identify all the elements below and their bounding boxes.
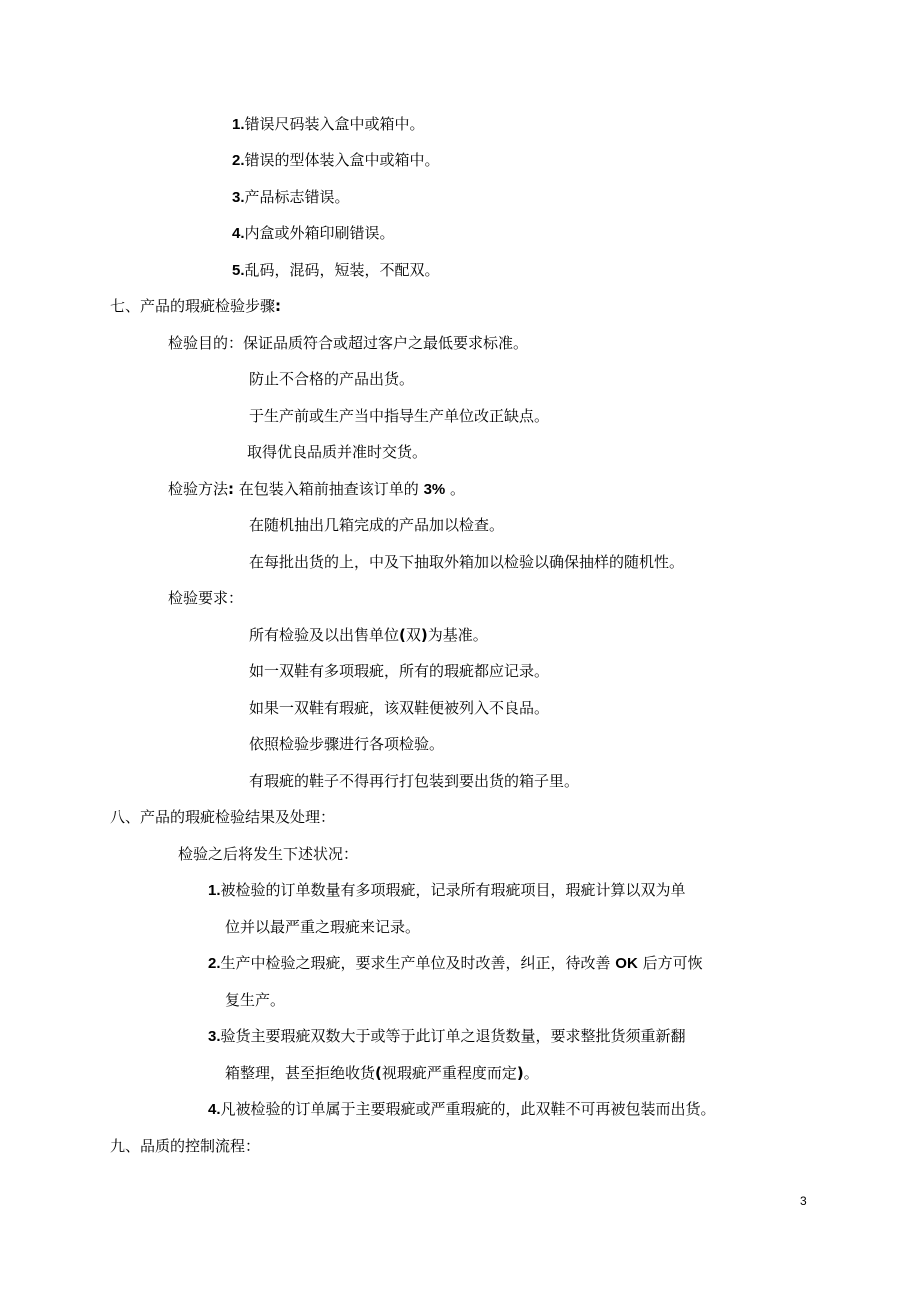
list-item xyxy=(232,260,440,280)
requirement-line xyxy=(249,625,488,645)
section-9-heading: 九、品质的控制流程： xyxy=(110,1137,261,1155)
paren-close: ) xyxy=(516,1064,524,1082)
list-number: 4. xyxy=(232,225,245,242)
method-end: 。 xyxy=(445,480,466,498)
heading-text: 七、产品的瑕疵检验步骤 xyxy=(110,297,276,315)
list-item xyxy=(232,223,395,243)
list-text: 乱码，混码，短装，不配双。 xyxy=(244,261,440,279)
result-text: 凡被检验的订单属于主要瑕疵或严重瑕疵的，此双鞋不可再被包装而出货。 xyxy=(220,1100,716,1118)
list-number: 5. xyxy=(232,262,245,279)
method-line: 在随机抽出几箱完成的产品加以检查。 xyxy=(249,516,505,534)
result-text-end: 后方可恢 xyxy=(637,954,703,972)
method-percent: 3% xyxy=(423,481,446,498)
requirement-line: 如一双鞋有多项瑕疵，所有的瑕疵都应记录。 xyxy=(249,662,550,680)
result-item-continued: 复生产。 xyxy=(225,991,286,1009)
method-line: 在每批出货的上，中及下抽取外箱加以检验以确保抽样的随机性。 xyxy=(249,553,685,571)
list-number: 1. xyxy=(232,116,245,133)
section-8-intro: 检验之后将发生下述状况： xyxy=(178,845,359,863)
list-number: 3. xyxy=(232,189,245,206)
result-text: 生产中检验之瑕疵，要求生产单位及时改善，纠正，待改善 xyxy=(220,954,616,972)
list-text: 内盒或外箱印刷错误。 xyxy=(244,224,395,242)
paren-open: ( xyxy=(375,1064,382,1082)
requirement-line: 依照检验步骤进行各项检验。 xyxy=(249,735,445,753)
requirement-line: 如果一双鞋有瑕疵，该双鞋便被列入不良品。 xyxy=(249,699,550,717)
paren-open: ( xyxy=(399,626,406,644)
result-item xyxy=(208,953,703,973)
list-text: 产品标志错误。 xyxy=(244,188,350,206)
result-item-continued: 位并以最严重之瑕疵来记录。 xyxy=(225,918,421,936)
requirement-text-end: 为基准。 xyxy=(427,626,488,644)
method-line xyxy=(168,479,465,499)
ok-text: OK xyxy=(615,955,638,972)
purpose-line: 防止不合格的产品出货。 xyxy=(249,370,415,388)
list-item xyxy=(232,114,425,134)
method-colon: : xyxy=(228,480,235,498)
result-item xyxy=(208,880,686,900)
method-text: 在包装入箱前抽查该订单的 xyxy=(234,480,424,498)
result-item xyxy=(208,1026,686,1046)
section-8-heading: 八、产品的瑕疵检验结果及处理： xyxy=(110,808,336,826)
result-number: 1. xyxy=(208,882,221,899)
list-number: 2. xyxy=(232,152,245,169)
result-number: 2. xyxy=(208,955,221,972)
method-label: 检验方法 xyxy=(168,480,229,498)
section-7-heading xyxy=(110,296,281,316)
paren-close: ) xyxy=(420,626,428,644)
list-text: 错误尺码装入盒中或箱中。 xyxy=(244,115,425,133)
page-number: 3 xyxy=(800,1194,807,1208)
purpose-line xyxy=(168,333,528,353)
list-text: 错误的型体装入盒中或箱中。 xyxy=(244,151,440,169)
result-text: 被检验的订单数量有多项瑕疵，记录所有瑕疵项目，瑕疵计算以双为单 xyxy=(220,881,686,899)
result-text-paren: 视瑕疵严重程度而定 xyxy=(381,1064,517,1082)
result-number: 4. xyxy=(208,1101,221,1118)
result-item-continued xyxy=(225,1063,539,1083)
requirement-unit: 双 xyxy=(405,626,421,644)
result-text: 验货主要瑕疵双数大于或等于此订单之退货数量，要求整批货须重新翻 xyxy=(220,1027,686,1045)
purpose-line: 于生产前或生产当中指导生产单位改正缺点。 xyxy=(249,407,550,425)
requirement-label: 检验要求： xyxy=(168,589,244,607)
result-number: 3. xyxy=(208,1028,221,1045)
requirement-line: 有瑕疵的鞋子不得再行打包装到要出货的箱子里。 xyxy=(249,772,580,790)
result-item xyxy=(208,1099,716,1119)
purpose-text: 保证品质符合或超过客户之最低要求标准。 xyxy=(243,334,529,352)
result-text-end: 。 xyxy=(523,1064,539,1082)
purpose-line: 取得优良品质并准时交货。 xyxy=(247,443,428,461)
heading-colon: : xyxy=(275,297,282,315)
purpose-label: 检验目的： xyxy=(168,334,244,352)
requirement-text: 所有检验及以出售单位 xyxy=(249,626,400,644)
result-text: 箱整理，甚至拒绝收货 xyxy=(225,1064,376,1082)
list-item xyxy=(232,187,350,207)
list-item xyxy=(232,150,440,170)
